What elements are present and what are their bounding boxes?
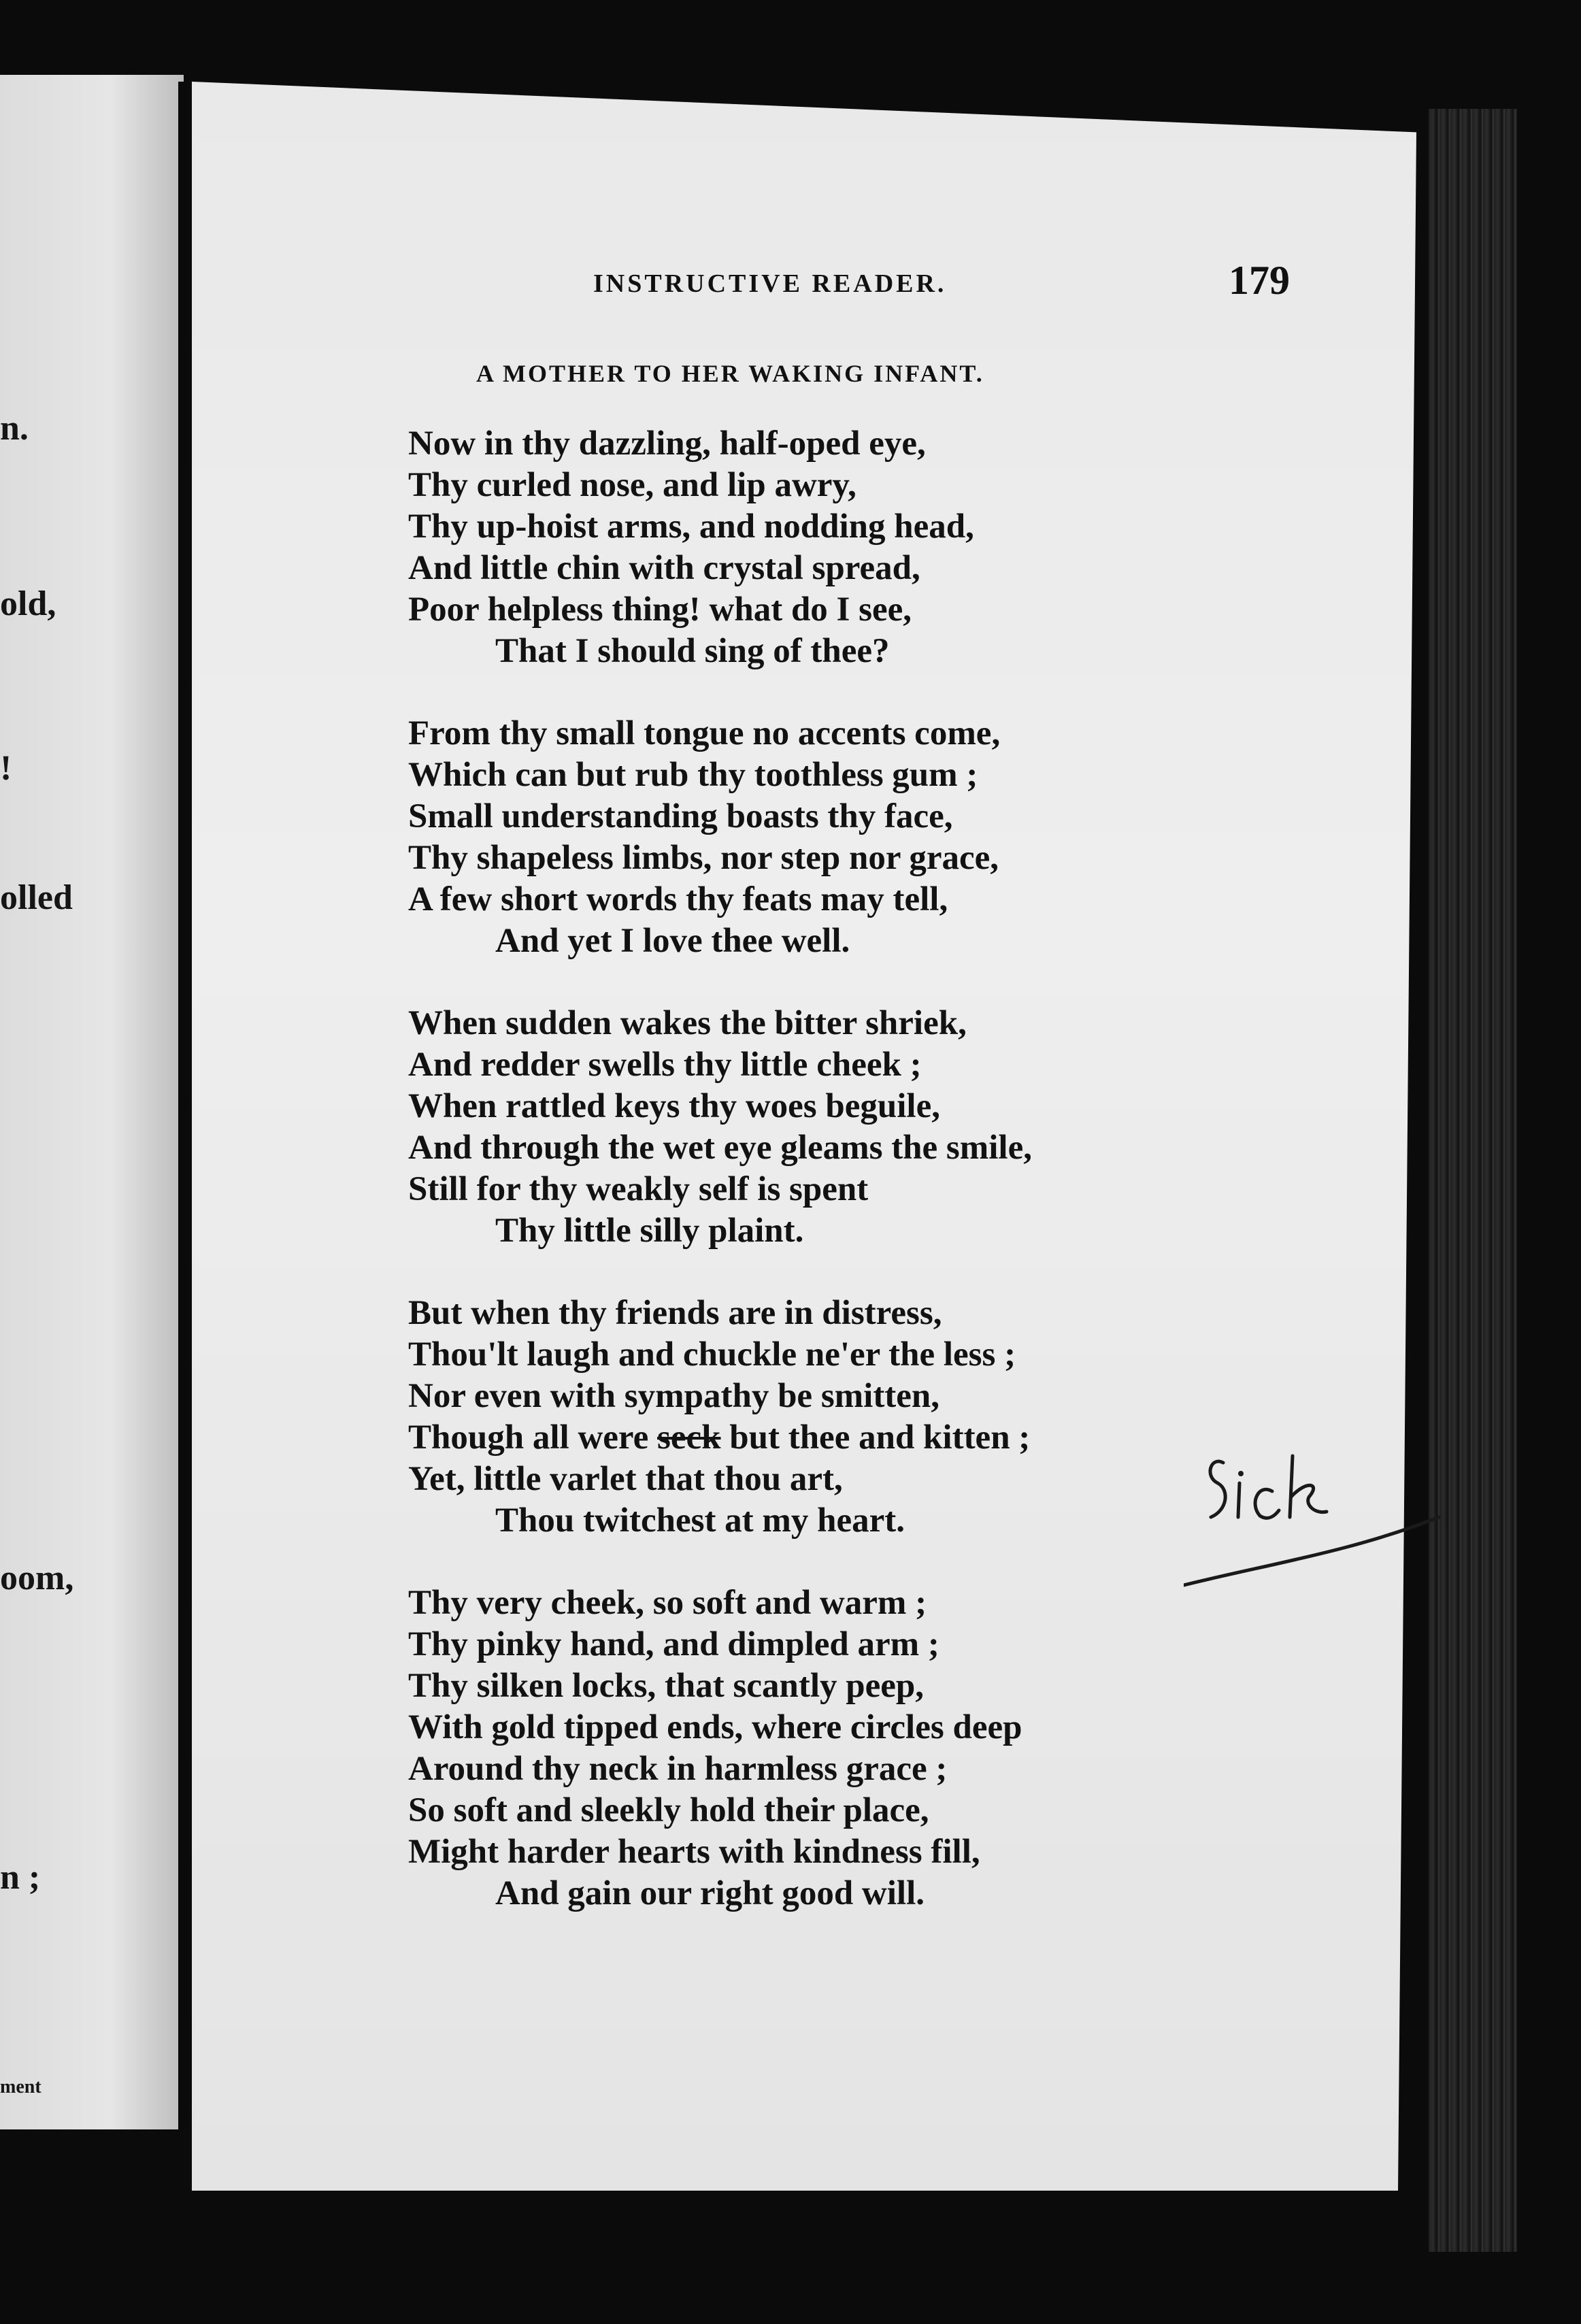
poem-line: And yet I love thee well. <box>495 922 850 960</box>
poem-body <box>408 423 1032 1914</box>
left-page-text: ! <box>0 749 12 788</box>
poem-line: When rattled keys thy woes beguile, <box>408 1087 940 1125</box>
poem-line: Thy up-hoist arms, and nodding head, <box>408 508 974 546</box>
page-number: 179 <box>1229 258 1290 303</box>
handwritten-correction <box>1184 1415 1442 1592</box>
poem-line: Thy pinky hand, and dimpled arm ; <box>408 1625 939 1663</box>
page-edges <box>1429 109 1517 2252</box>
left-page-text: ment <box>0 2076 41 2097</box>
poem-line: When sudden wakes the bitter shriek, <box>408 1004 967 1042</box>
poem-line: That I should sing of thee? <box>495 632 890 670</box>
left-page-fragment <box>0 75 184 2129</box>
stanza-4 <box>408 1293 1032 1542</box>
poem-line <box>408 1417 1032 1459</box>
poem-line: Thy very cheek, so soft and warm ; <box>408 1584 927 1622</box>
poem-line: Yet, little varlet that thou art, <box>408 1460 843 1498</box>
left-page-text: n ; <box>0 1858 41 1897</box>
struck-word: seck <box>657 1418 721 1457</box>
poem-line: And through the wet eye gleams the smile, <box>408 1129 1032 1167</box>
line-text: but thee and kitten ; <box>720 1418 1031 1457</box>
left-page-text: olled <box>0 878 73 917</box>
poem-line: Thy silken locks, that scantly peep, <box>408 1667 925 1705</box>
poem-line: And little chin with crystal spread, <box>408 549 920 587</box>
poem-line: And redder swells thy little cheek ; <box>408 1046 922 1084</box>
stanza-1 <box>408 423 1032 672</box>
poem-line: Might harder hearts with kindness fill, <box>408 1833 980 1871</box>
poem-line: Now in thy dazzling, half-oped eye, <box>408 425 926 463</box>
left-page-text: old, <box>0 584 56 623</box>
poem-line: Thy little silly plaint. <box>495 1212 804 1250</box>
line-text: Though all were <box>408 1418 658 1457</box>
book-gutter <box>178 82 186 2129</box>
poem-line: Thou'lt laugh and chuckle ne'er the less ; <box>408 1335 1016 1374</box>
poem-line: Nor even with sympathy be smitten, <box>408 1377 940 1415</box>
poem-line: So soft and sleekly hold their place, <box>408 1791 929 1829</box>
poem-line: Which can but rub thy toothless gum ; <box>408 756 978 794</box>
poem-line: Thy curled nose, and lip awry, <box>408 466 856 504</box>
poem-line: Poor helpless thing! what do I see, <box>408 591 912 629</box>
poem-line: Thou twitchest at my heart. <box>495 1501 905 1540</box>
poem-line: Thy shapeless limbs, nor step nor grace, <box>408 839 999 877</box>
poem-line: Small understanding boasts thy face, <box>408 797 953 835</box>
poem-line: From thy small tongue no accents come, <box>408 714 1001 752</box>
stanza-2 <box>408 713 1032 962</box>
running-head: INSTRUCTIVE READER. <box>593 269 947 298</box>
poem-line: With gold tipped ends, where circles deep <box>408 1708 1022 1746</box>
poem-line: Around thy neck in harmless grace ; <box>408 1750 948 1788</box>
stanza-5 <box>408 1582 1032 1914</box>
poem-line: A few short words thy feats may tell, <box>408 880 948 918</box>
poem-line: And gain our right good will. <box>495 1874 925 1912</box>
poem-line: Still for thy weakly self is spent <box>408 1170 869 1208</box>
poem-line: But when thy friends are in distress, <box>408 1294 942 1332</box>
left-page-text: n. <box>0 409 29 448</box>
stanza-3 <box>408 1003 1032 1252</box>
left-page-text: oom, <box>0 1559 74 1597</box>
poem-title: A MOTHER TO HER WAKING INFANT. <box>476 360 984 387</box>
